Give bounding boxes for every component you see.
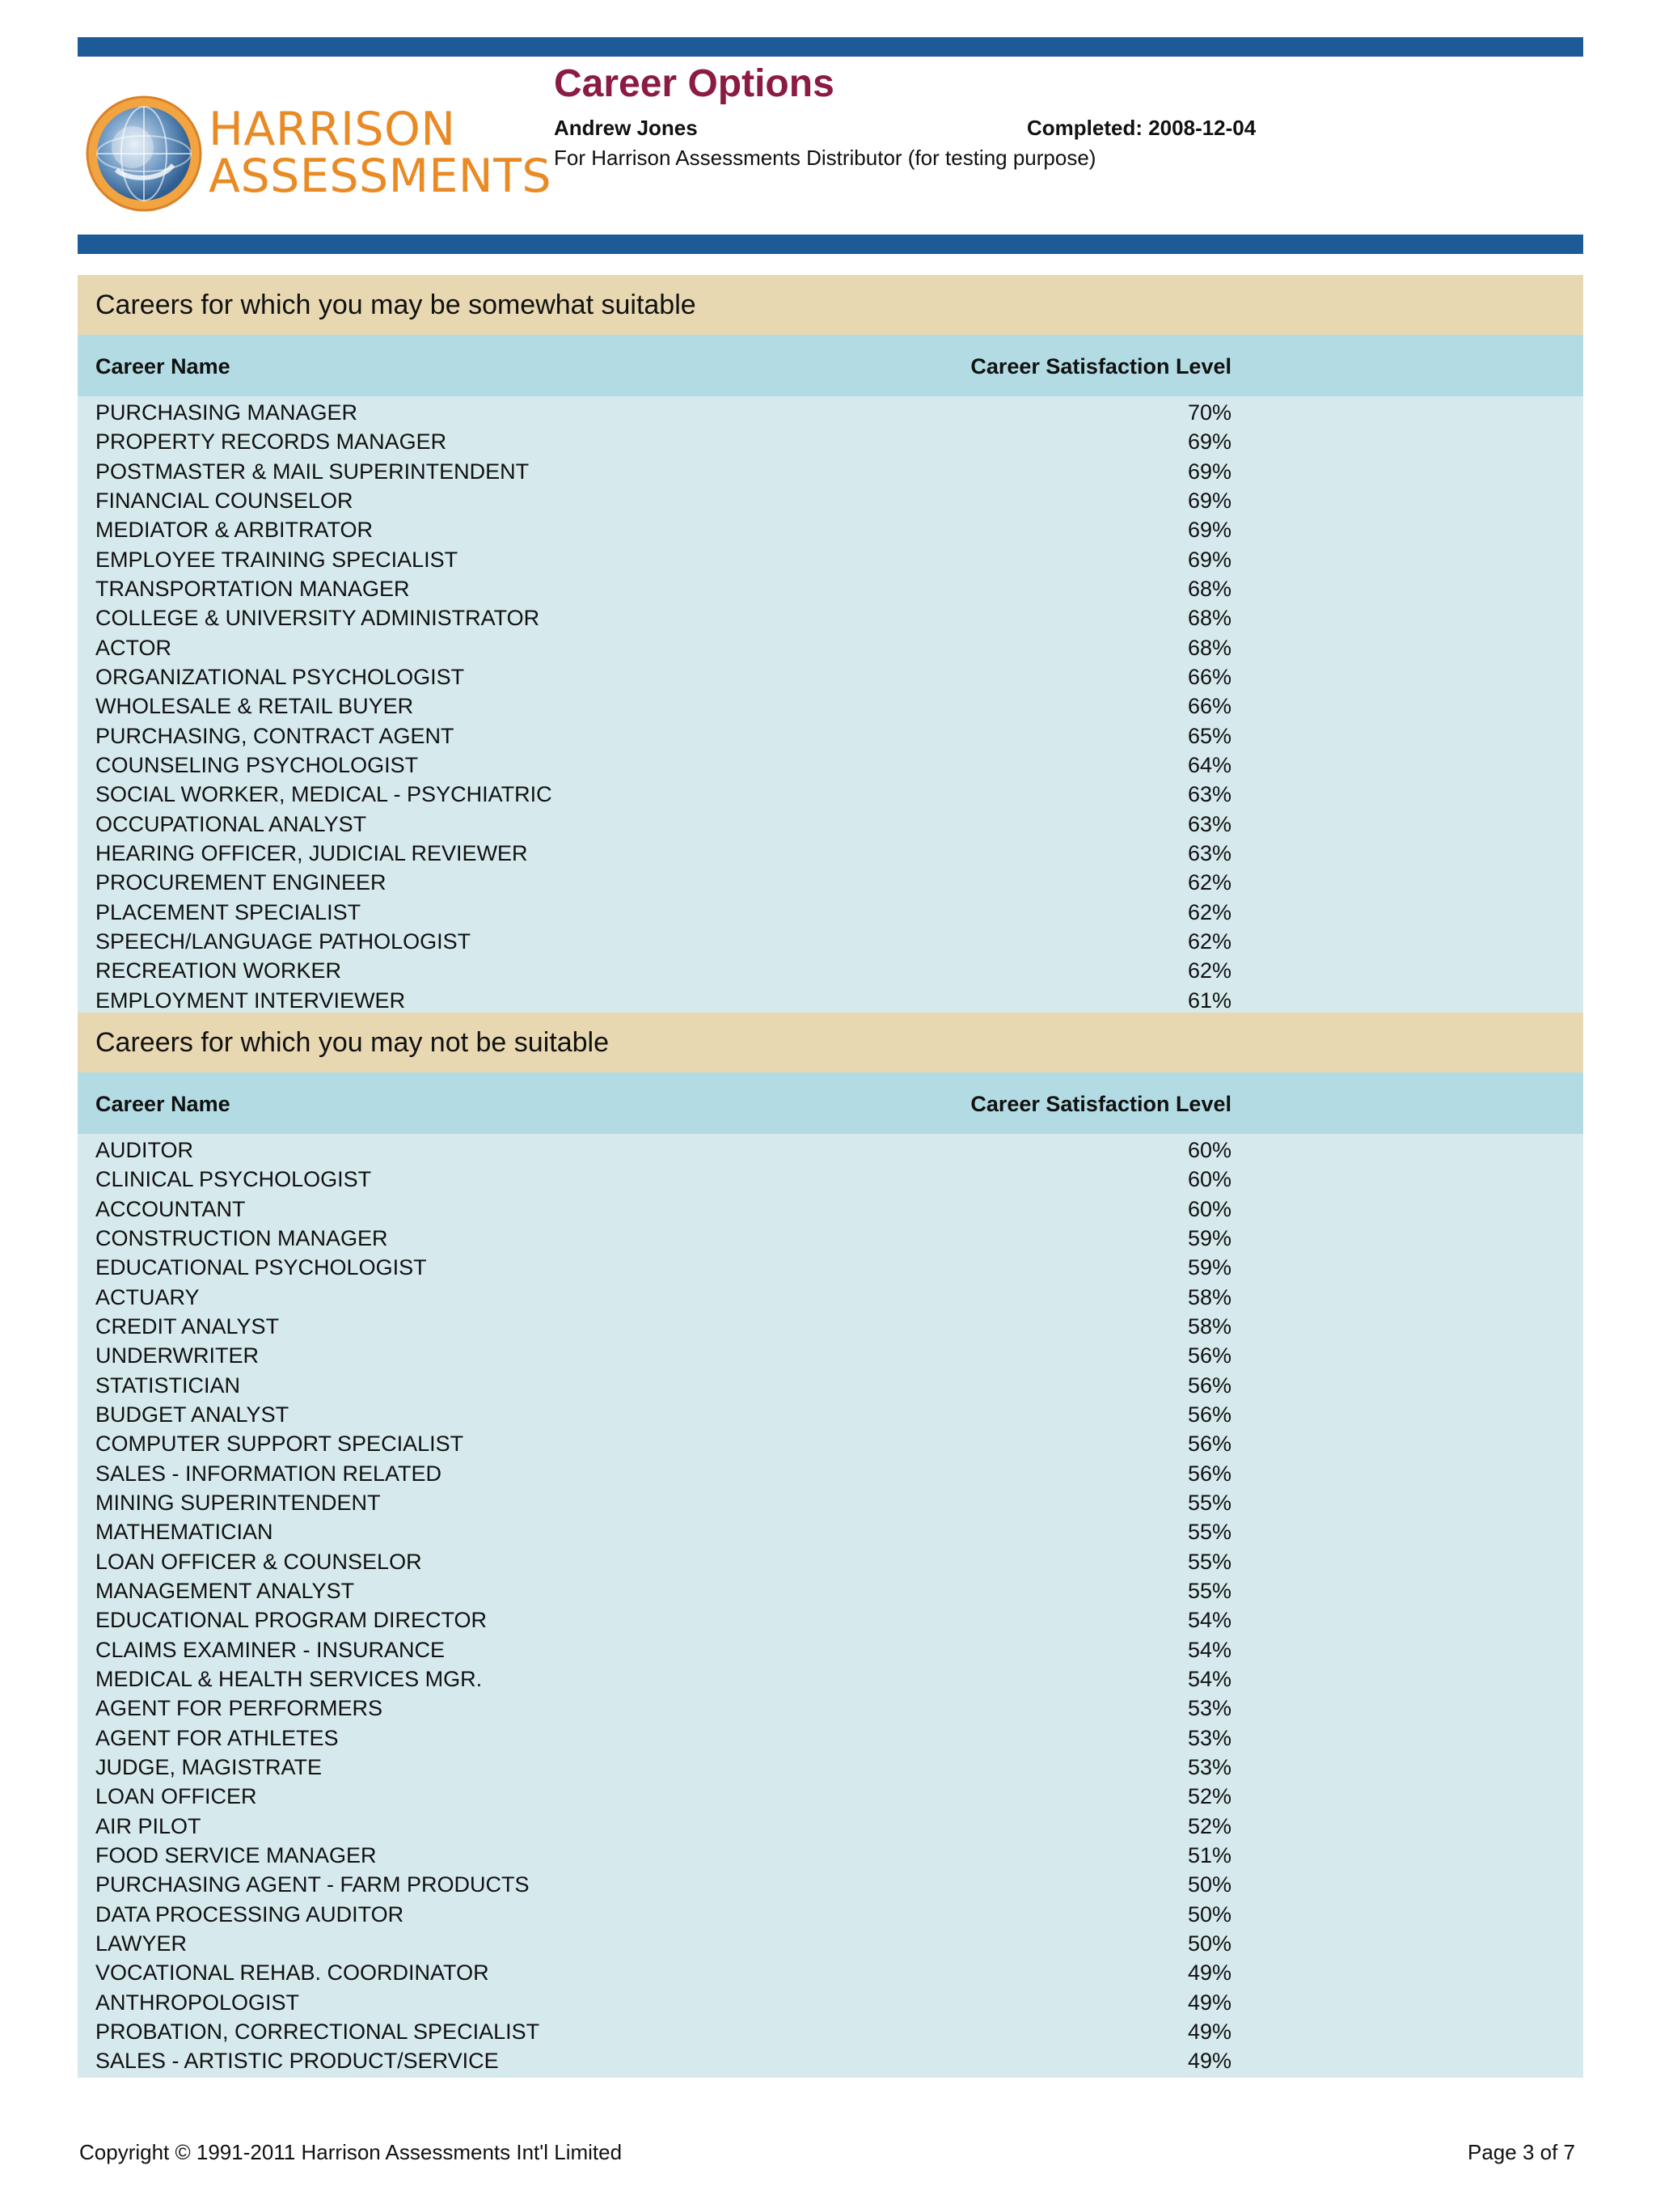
candidate-name: Andrew Jones bbox=[554, 116, 698, 140]
satisfaction-level-cell: 59% bbox=[1187, 1255, 1231, 1280]
career-name-cell: POSTMASTER & MAIL SUPERINTENDENT bbox=[95, 459, 530, 484]
career-name-cell: MANAGEMENT ANALYST bbox=[95, 1578, 355, 1603]
section-title: Careers for which you may be somewhat suitable bbox=[78, 275, 1583, 335]
career-name-cell: MEDICAL & HEALTH SERVICES MGR. bbox=[95, 1666, 483, 1691]
table-row bbox=[78, 574, 1583, 603]
table-row bbox=[78, 1753, 1583, 1782]
harrison-logo bbox=[84, 91, 552, 216]
satisfaction-level-cell: 70% bbox=[1187, 400, 1231, 425]
table-row bbox=[78, 1136, 1583, 1165]
table-row bbox=[78, 1694, 1583, 1723]
career-name-cell: JUDGE, MAGISTRATE bbox=[95, 1754, 323, 1779]
table-row bbox=[78, 1900, 1583, 1929]
table-row bbox=[78, 1812, 1583, 1841]
table-row bbox=[78, 1929, 1583, 1958]
career-name-cell: UNDERWRITER bbox=[95, 1343, 259, 1368]
column-header-career-name: Career Name bbox=[95, 354, 230, 379]
career-name-cell: MINING SUPERINTENDENT bbox=[95, 1490, 381, 1515]
career-name-cell: MEDIATOR & ARBITRATOR bbox=[95, 518, 374, 543]
header-band-bottom bbox=[78, 235, 1583, 254]
table-row bbox=[78, 1371, 1583, 1400]
table-row bbox=[78, 1400, 1583, 1429]
satisfaction-level-cell: 62% bbox=[1187, 958, 1231, 983]
career-name-cell: RECREATION WORKER bbox=[95, 958, 342, 983]
career-name-cell: ANTHROPOLOGIST bbox=[95, 1990, 300, 2015]
satisfaction-level-cell: 54% bbox=[1187, 1608, 1231, 1633]
satisfaction-level-cell: 68% bbox=[1187, 635, 1231, 660]
satisfaction-level-cell: 52% bbox=[1187, 1813, 1231, 1838]
table-row bbox=[78, 692, 1583, 721]
table-row bbox=[78, 486, 1583, 515]
career-name-cell: FINANCIAL COUNSELOR bbox=[95, 488, 353, 513]
career-name-cell: SALES - INFORMATION RELATED bbox=[95, 1461, 442, 1486]
table-row bbox=[78, 810, 1583, 839]
satisfaction-level-cell: 49% bbox=[1187, 2049, 1231, 2074]
satisfaction-level-cell: 56% bbox=[1187, 1461, 1231, 1486]
career-name-cell: CLAIMS EXAMINER - INSURANCE bbox=[95, 1637, 446, 1662]
satisfaction-level-cell: 50% bbox=[1187, 1931, 1231, 1956]
table-row bbox=[78, 1605, 1583, 1635]
satisfaction-level-cell: 63% bbox=[1187, 840, 1231, 865]
table-row bbox=[78, 1429, 1583, 1458]
career-name-cell: PROPERTY RECORDS MANAGER bbox=[95, 429, 447, 455]
satisfaction-level-cell: 53% bbox=[1187, 1696, 1231, 1721]
satisfaction-level-cell: 58% bbox=[1187, 1313, 1231, 1339]
table-row bbox=[78, 398, 1583, 427]
satisfaction-level-cell: 61% bbox=[1187, 988, 1231, 1013]
page-title: Career Options bbox=[554, 62, 834, 105]
table-row bbox=[78, 427, 1583, 456]
career-name-cell: BUDGET ANALYST bbox=[95, 1402, 289, 1427]
table-row bbox=[78, 1664, 1583, 1694]
table-row bbox=[78, 2017, 1583, 2046]
career-name-cell: AGENT FOR ATHLETES bbox=[95, 1725, 339, 1750]
distributor-line: For Harrison Assessments Distributor (for testing purpose) bbox=[554, 146, 1096, 170]
table-row bbox=[78, 1782, 1583, 1811]
table-row bbox=[78, 839, 1583, 868]
satisfaction-level-cell: 56% bbox=[1187, 1372, 1231, 1398]
table-row bbox=[78, 1459, 1583, 1488]
column-header-satisfaction-level: Career Satisfaction Level bbox=[970, 354, 1231, 379]
satisfaction-level-cell: 56% bbox=[1187, 1432, 1231, 1457]
satisfaction-level-cell: 63% bbox=[1187, 811, 1231, 836]
table-row bbox=[78, 986, 1583, 1015]
column-header-career-name: Career Name bbox=[95, 1092, 230, 1116]
satisfaction-level-cell: 60% bbox=[1187, 1138, 1231, 1162]
career-name-cell: COUNSELING PSYCHOLOGIST bbox=[95, 752, 419, 777]
table-row bbox=[78, 603, 1583, 632]
table-row bbox=[78, 1224, 1583, 1253]
career-name-cell: PROCUREMENT ENGINEER bbox=[95, 870, 387, 895]
satisfaction-level-cell: 52% bbox=[1187, 1784, 1231, 1809]
column-header-row bbox=[78, 1072, 1583, 1134]
table-row bbox=[78, 2046, 1583, 2075]
table-row bbox=[78, 1988, 1583, 2017]
career-name-cell: CLINICAL PSYCHOLOGIST bbox=[95, 1167, 372, 1192]
satisfaction-level-cell: 56% bbox=[1187, 1402, 1231, 1427]
career-name-cell: EDUCATIONAL PROGRAM DIRECTOR bbox=[95, 1608, 488, 1633]
table-row bbox=[78, 662, 1583, 692]
satisfaction-level-cell: 55% bbox=[1187, 1490, 1231, 1515]
career-name-cell: MATHEMATICIAN bbox=[95, 1520, 273, 1545]
table-row bbox=[78, 927, 1583, 956]
table-row bbox=[78, 1341, 1583, 1370]
logo-text-harrison: HARRISON bbox=[209, 103, 456, 156]
column-header-row bbox=[78, 335, 1583, 396]
career-name-cell: TRANSPORTATION MANAGER bbox=[95, 576, 410, 601]
table-row bbox=[78, 1517, 1583, 1546]
table-row bbox=[78, 1547, 1583, 1576]
satisfaction-level-cell: 60% bbox=[1187, 1196, 1231, 1221]
table-row bbox=[78, 1195, 1583, 1224]
satisfaction-level-cell: 62% bbox=[1187, 870, 1231, 895]
satisfaction-level-cell: 66% bbox=[1187, 694, 1231, 719]
satisfaction-level-cell: 53% bbox=[1187, 1754, 1231, 1779]
career-name-cell: CREDIT ANALYST bbox=[95, 1313, 280, 1339]
table-row bbox=[78, 1870, 1583, 1899]
career-name-cell: AIR PILOT bbox=[95, 1813, 201, 1838]
career-name-cell: COMPUTER SUPPORT SPECIALIST bbox=[95, 1432, 464, 1457]
globe-icon bbox=[84, 91, 205, 216]
satisfaction-level-cell: 66% bbox=[1187, 664, 1231, 689]
table-row bbox=[78, 1958, 1583, 1987]
table-row bbox=[78, 633, 1583, 662]
career-name-cell: PROBATION, CORRECTIONAL SPECIALIST bbox=[95, 2019, 540, 2044]
satisfaction-level-cell: 69% bbox=[1187, 459, 1231, 484]
career-name-cell: AGENT FOR PERFORMERS bbox=[95, 1696, 383, 1721]
table-row bbox=[78, 868, 1583, 897]
table-row bbox=[78, 1723, 1583, 1753]
satisfaction-level-cell: 49% bbox=[1187, 1990, 1231, 2015]
satisfaction-level-cell: 69% bbox=[1187, 547, 1231, 572]
career-name-cell: EMPLOYEE TRAINING SPECIALIST bbox=[95, 547, 458, 572]
satisfaction-level-cell: 60% bbox=[1187, 1167, 1231, 1192]
career-name-cell: PLACEMENT SPECIALIST bbox=[95, 899, 361, 924]
career-name-cell: DATA PROCESSING AUDITOR bbox=[95, 1901, 404, 1927]
table-row bbox=[78, 780, 1583, 809]
career-name-cell: EDUCATIONAL PSYCHOLOGIST bbox=[95, 1255, 427, 1280]
satisfaction-level-cell: 65% bbox=[1187, 723, 1231, 748]
section-title: Careers for which you may not be suitable bbox=[78, 1013, 1583, 1072]
table-row bbox=[78, 898, 1583, 927]
career-name-cell: HEARING OFFICER, JUDICIAL REVIEWER bbox=[95, 840, 528, 865]
career-name-cell: LAWYER bbox=[95, 1931, 188, 1956]
career-name-cell: ACTUARY bbox=[95, 1284, 200, 1309]
header-band-top bbox=[78, 37, 1583, 57]
satisfaction-level-cell: 50% bbox=[1187, 1901, 1231, 1927]
career-name-cell: CONSTRUCTION MANAGER bbox=[95, 1225, 388, 1250]
satisfaction-level-cell: 56% bbox=[1187, 1343, 1231, 1368]
career-name-cell: COLLEGE & UNIVERSITY ADMINISTRATOR bbox=[95, 606, 540, 631]
career-name-cell: LOAN OFFICER bbox=[95, 1784, 257, 1809]
table-row bbox=[78, 1841, 1583, 1870]
table-row bbox=[78, 515, 1583, 544]
career-name-cell: STATISTICIAN bbox=[95, 1372, 241, 1398]
satisfaction-level-cell: 54% bbox=[1187, 1637, 1231, 1662]
table-row bbox=[78, 1253, 1583, 1282]
career-name-cell: SALES - ARTISTIC PRODUCT/SERVICE bbox=[95, 2049, 499, 2074]
footer-page-number: Page 3 of 7 bbox=[1468, 2140, 1575, 2164]
satisfaction-level-cell: 69% bbox=[1187, 518, 1231, 543]
table-row bbox=[78, 545, 1583, 574]
section-not-suitable bbox=[78, 1013, 1583, 2078]
table-row bbox=[78, 457, 1583, 486]
completed-date: Completed: 2008-12-04 bbox=[1027, 116, 1257, 140]
career-list bbox=[78, 1134, 1583, 2078]
table-row bbox=[78, 1576, 1583, 1605]
satisfaction-level-cell: 69% bbox=[1187, 488, 1231, 513]
table-row bbox=[78, 1488, 1583, 1517]
satisfaction-level-cell: 63% bbox=[1187, 782, 1231, 807]
satisfaction-level-cell: 53% bbox=[1187, 1725, 1231, 1750]
career-name-cell: SOCIAL WORKER, MEDICAL - PSYCHIATRIC bbox=[95, 782, 552, 807]
career-name-cell: PURCHASING, CONTRACT AGENT bbox=[95, 723, 454, 748]
table-row bbox=[78, 1312, 1583, 1341]
satisfaction-level-cell: 55% bbox=[1187, 1549, 1231, 1574]
logo-text-assessments: ASSESSMENTS bbox=[209, 150, 552, 203]
career-name-cell: VOCATIONAL REHAB. COORDINATOR bbox=[95, 1960, 489, 1986]
satisfaction-level-cell: 55% bbox=[1187, 1578, 1231, 1603]
career-name-cell: ACCOUNTANT bbox=[95, 1196, 246, 1221]
satisfaction-level-cell: 58% bbox=[1187, 1284, 1231, 1309]
career-name-cell: PURCHASING AGENT - FARM PRODUCTS bbox=[95, 1872, 530, 1897]
satisfaction-level-cell: 59% bbox=[1187, 1225, 1231, 1250]
table-row bbox=[78, 956, 1583, 985]
career-name-cell: AUDITOR bbox=[95, 1138, 194, 1162]
satisfaction-level-cell: 62% bbox=[1187, 928, 1231, 954]
table-row bbox=[78, 751, 1583, 780]
satisfaction-level-cell: 62% bbox=[1187, 899, 1231, 924]
table-row bbox=[78, 1283, 1583, 1312]
career-name-cell: ORGANIZATIONAL PSYCHOLOGIST bbox=[95, 664, 465, 689]
career-name-cell: WHOLESALE & RETAIL BUYER bbox=[95, 694, 414, 719]
career-name-cell: FOOD SERVICE MANAGER bbox=[95, 1842, 377, 1867]
career-name-cell: SPEECH/LANGUAGE PATHOLOGIST bbox=[95, 928, 471, 954]
career-name-cell: PURCHASING MANAGER bbox=[95, 400, 358, 425]
career-name-cell: LOAN OFFICER & COUNSELOR bbox=[95, 1549, 422, 1574]
satisfaction-level-cell: 49% bbox=[1187, 2019, 1231, 2044]
career-list bbox=[78, 396, 1583, 1017]
career-name-cell: EMPLOYMENT INTERVIEWER bbox=[95, 988, 406, 1013]
table-row bbox=[78, 1635, 1583, 1664]
career-name-cell: OCCUPATIONAL ANALYST bbox=[95, 811, 367, 836]
satisfaction-level-cell: 64% bbox=[1187, 752, 1231, 777]
table-row bbox=[78, 1165, 1583, 1194]
footer-copyright: Copyright © 1991-2011 Harrison Assessments Int'l Limited bbox=[79, 2140, 623, 2164]
career-name-cell: ACTOR bbox=[95, 635, 172, 660]
satisfaction-level-cell: 55% bbox=[1187, 1520, 1231, 1545]
satisfaction-level-cell: 51% bbox=[1187, 1842, 1231, 1867]
section-somewhat-suitable bbox=[78, 275, 1583, 1017]
satisfaction-level-cell: 49% bbox=[1187, 1960, 1231, 1986]
satisfaction-level-cell: 50% bbox=[1187, 1872, 1231, 1897]
satisfaction-level-cell: 54% bbox=[1187, 1666, 1231, 1691]
satisfaction-level-cell: 68% bbox=[1187, 576, 1231, 601]
satisfaction-level-cell: 69% bbox=[1187, 429, 1231, 455]
satisfaction-level-cell: 68% bbox=[1187, 606, 1231, 631]
table-row bbox=[78, 721, 1583, 751]
column-header-satisfaction-level: Career Satisfaction Level bbox=[970, 1092, 1231, 1116]
